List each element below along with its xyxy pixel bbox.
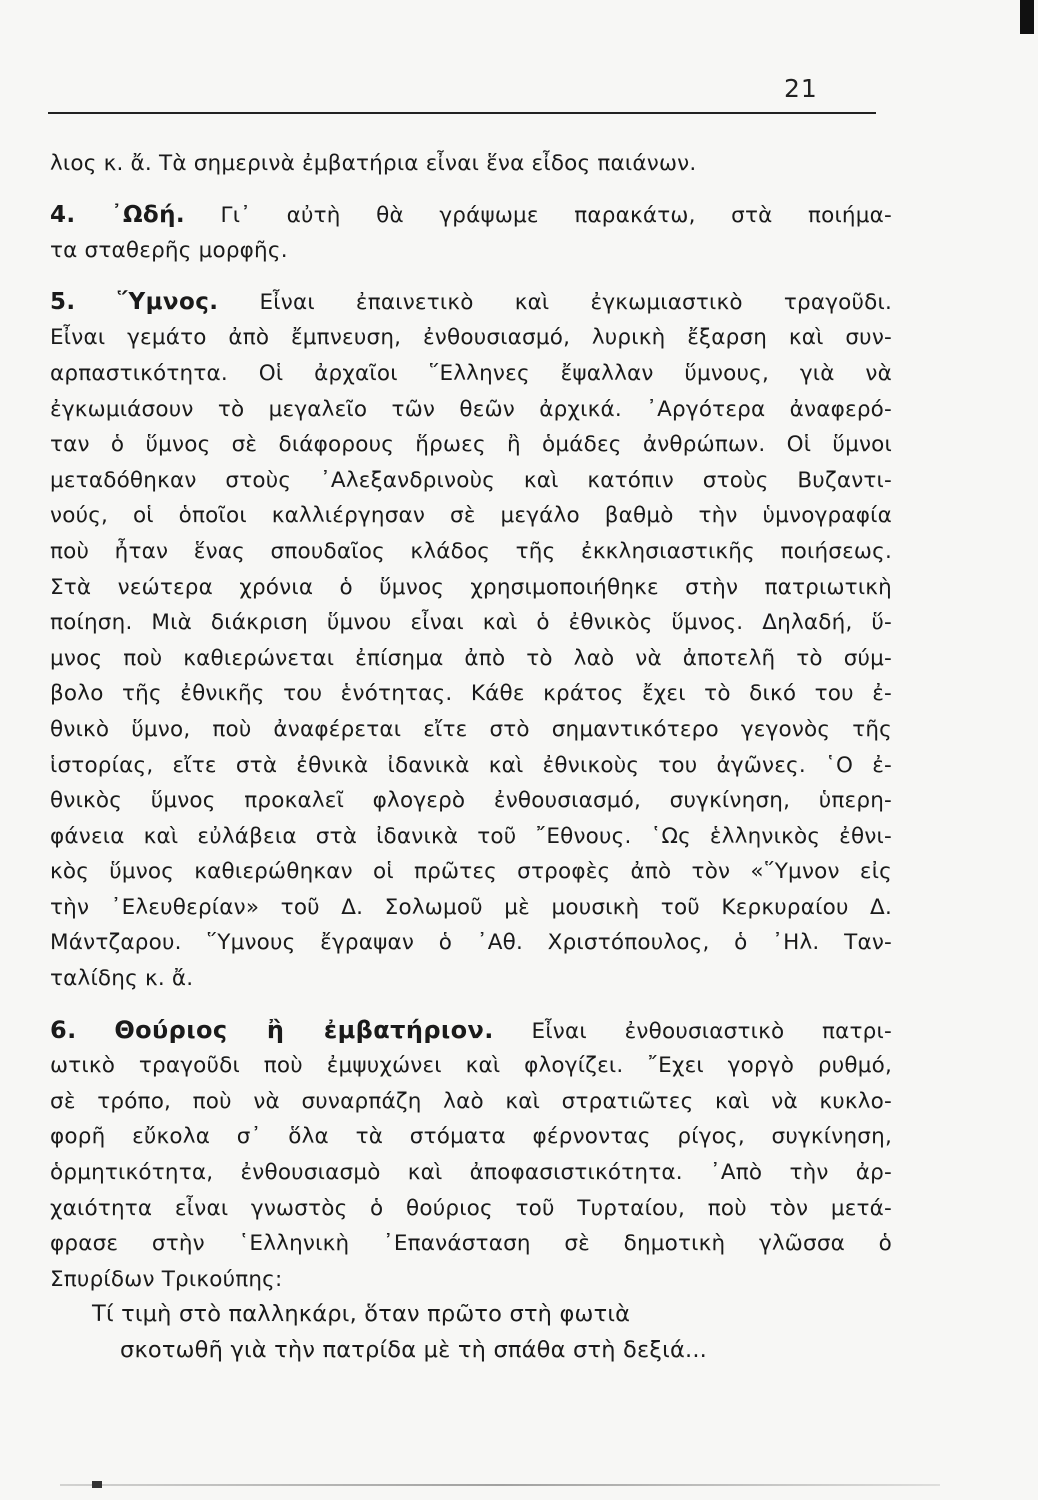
page-number: 21 bbox=[784, 74, 818, 103]
paragraph-gap bbox=[50, 997, 892, 1013]
carryover-line: λιος κ. ἄ. Τὰ σημερινὰ ἐμβατήρια εἶναι ἕνα εἶδος παιάνων. bbox=[50, 151, 697, 176]
section-5-title: ῞Υμνος. bbox=[116, 288, 219, 315]
section-5-line: θνικὸς ὕμνος προκαλεῖ φλογερὸ ἐνθουσιασμό, συγκίνηση, ὑπερη- bbox=[50, 788, 892, 814]
header-rule bbox=[48, 112, 876, 114]
section-5-line: φάνεια καὶ εὐλάβεια στὰ ἰδανικὰ τοῦ ῎Εθνους. ῾Ως ἑλληνικὸς ἐθνι- bbox=[50, 823, 892, 849]
section-4-text: Γι᾿ αὐτὴ θὰ γράψωμε παρακάτω, στὰ ποιήμα- bbox=[220, 202, 892, 228]
section-6-line-1 bbox=[50, 1013, 892, 1049]
paragraph-gap bbox=[50, 269, 892, 285]
bottom-scan-line bbox=[60, 1484, 940, 1486]
paragraph-gap bbox=[50, 182, 892, 198]
section-6-line: χαιότητα εἶναι γνωστὸς ὁ θούριος τοῦ Τυρταίου, ποὺ τὸν μετά- bbox=[50, 1195, 892, 1221]
section-5-line: θνικὸ ὕμνο, ποὺ ἀναφέρεται εἴτε στὸ σημαντικότερο γεγονὸς τῆς bbox=[50, 716, 892, 742]
section-5-line: Μάντζαρου. ῞Υμνους ἔγραψαν ὁ ᾿Αθ. Χριστόπουλος, ὁ ᾿Ηλ. Ταν- bbox=[50, 930, 892, 956]
scan-edge-mark bbox=[1020, 0, 1034, 34]
section-6-line: Σπυρίδων Τρικούπης: bbox=[50, 1266, 283, 1292]
section-5-line: αρπαστικότητα. Οἱ ἀρχαῖοι ῞Ελληνες ἔψαλλαν ὕμνους, γιὰ νὰ bbox=[50, 360, 892, 386]
section-4-number: 4. bbox=[50, 201, 76, 228]
section-5-line: ἱστορίας, εἴτε στὰ ἐθνικὰ ἰδανικὰ καὶ ἐθνικοὺς του ἀγῶνες. ῾Ο ἐ- bbox=[50, 752, 892, 778]
section-5-line: βολο τῆς ἐθνικῆς του ἑνότητας. Κάθε κράτος ἔχει τὸ δικό του ἐ- bbox=[50, 681, 892, 707]
section-6-number: 6. bbox=[50, 1015, 77, 1044]
section-5-line: ταν ὁ ὕμνος σὲ διάφορους ἥρωες ἢ ὁμάδες ἀνθρώπων. Οἱ ὕμνοι bbox=[50, 432, 892, 458]
poem-line-2: σκοτωθῆ γιὰ τὴν πατρίδα μὲ τὴ σπάθα στὴ δεξιά... bbox=[120, 1337, 708, 1363]
section-6-title: Θούριος ἢ ἐμβατήριον. bbox=[114, 1015, 494, 1044]
section-6-text: Εἶναι ἐνθουσιαστικὸ πατρι- bbox=[531, 1018, 892, 1044]
section-5-line: τὴν ᾿Ελευθερίαν» τοῦ Δ. Σολωμοῦ μὲ μουσικὴ τοῦ Κερκυραίου Δ. bbox=[50, 894, 892, 920]
section-5-line-1 bbox=[50, 285, 892, 321]
section-4-line-2: τα σταθερῆς μορφῆς. bbox=[50, 238, 288, 264]
section-5-line: ποὺ ἦταν ἕνας σπουδαῖος κλάδος τῆς ἐκκλησιαστικῆς ποιήσεως. bbox=[50, 538, 892, 564]
section-5-line: ἐγκωμιάσουν τὸ μεγαλεῖο τῶν θεῶν ἀρχικά. ᾿Αργότερα ἀναφερό- bbox=[50, 396, 892, 422]
section-5-line: νούς, οἱ ὁποῖοι καλλιέργησαν σὲ μεγάλο βαθμὸ τὴν ὑμνογραφία bbox=[50, 503, 892, 529]
section-6-line: ὁρμητικότητα, ἐνθουσιασμὸ καὶ ἀποφασιστικότητα. ᾿Απὸ τὴν ἀρ- bbox=[50, 1160, 892, 1186]
section-5-line: Στὰ νεώτερα χρόνια ὁ ὕμνος χρησιμοποιήθηκε στὴν πατριωτικὴ bbox=[50, 574, 892, 600]
section-5-line: μνος ποὺ καθιερώνεται ἐπίσημα ἀπὸ τὸ λαὸ νὰ ἀποτελῆ τὸ σύμ- bbox=[50, 645, 892, 671]
section-5-line: Εἶναι γεμάτο ἀπὸ ἔμπνευση, ἐνθουσιασμό, λυρικὴ ἔξαρση καὶ συν- bbox=[50, 325, 892, 351]
section-6-line: ωτικὸ τραγοῦδι ποὺ ἐμψυχώνει καὶ φλογίζει. ῎Εχει γοργὸ ρυθμό, bbox=[50, 1053, 892, 1079]
section-4-title: ᾿Ωδή. bbox=[111, 201, 186, 228]
section-6-line: φορῆ εὔκολα σ᾿ ὅλα τὰ στόματα φέρνοντας ρίγος, συγκίνηση, bbox=[50, 1124, 892, 1150]
section-5-line: κὸς ὕμνος καθιερώθηκαν οἱ πρῶτες στροφὲς ἀπὸ τὸν «῞Υμνον εἰς bbox=[50, 859, 892, 885]
section-6-line: σὲ τρόπο, ποὺ νὰ συναρπάζη λαὸ καὶ στρατιῶτες καὶ νὰ κυκλο- bbox=[50, 1088, 892, 1114]
section-4-line-1 bbox=[50, 198, 892, 234]
bottom-scan-mark bbox=[92, 1481, 102, 1488]
section-6-line: φρασε στὴν ῾Ελληνικὴ ᾿Επανάσταση σὲ δημοτικὴ γλῶσσα ὁ bbox=[50, 1231, 892, 1257]
section-5-text: Εἶναι ἐπαινετικὸ καὶ ἐγκωμιαστικὸ τραγοῦδι. bbox=[259, 289, 892, 315]
section-5-line: ποίηση. Μιὰ διάκριση ὕμνου εἶναι καὶ ὁ ἐθνικὸς ὕμνος. Δηλαδή, ὕ- bbox=[50, 610, 892, 636]
section-5-line: μεταδόθηκαν στοὺς ᾿Αλεξανδρινοὺς καὶ κατόπιν στοὺς Βυζαντι- bbox=[50, 467, 892, 493]
section-5-number: 5. bbox=[50, 288, 76, 315]
poem-line-1: Τί τιμὴ στὸ παλληκάρι, ὅταν πρῶτο στὴ φωτιὰ bbox=[92, 1301, 631, 1328]
section-5-line: ταλίδης κ. ἄ. bbox=[50, 966, 194, 992]
body-text bbox=[50, 146, 892, 1369]
